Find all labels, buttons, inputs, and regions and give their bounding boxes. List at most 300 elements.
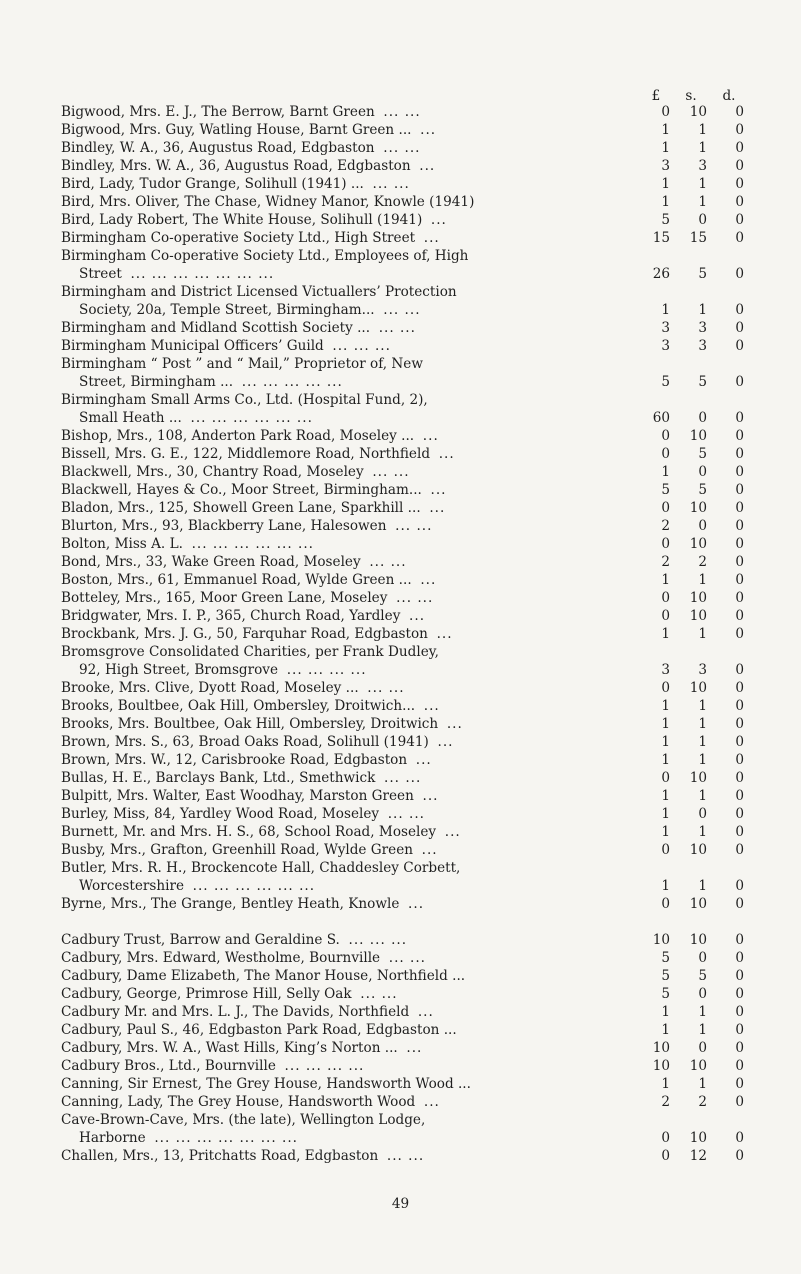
- list-item: [61, 1147, 746, 1165]
- pounds-amount: 1: [661, 1004, 670, 1020]
- pence-amount: 0: [735, 680, 744, 696]
- pence-amount: 0: [735, 500, 744, 516]
- shillings-amount: 3: [698, 158, 707, 174]
- shillings-amount: 10: [689, 536, 707, 552]
- pence-amount: 0: [735, 212, 744, 228]
- pounds-amount: 1: [661, 716, 670, 732]
- pence-amount: 0: [735, 1040, 744, 1056]
- donor-name: [61, 499, 611, 517]
- leader-dots: ... ... ... ...: [284, 1058, 365, 1074]
- pounds-amount: 0: [661, 1130, 670, 1146]
- pence-amount: 0: [735, 950, 744, 966]
- donor-name: [61, 643, 611, 661]
- pence-amount: 0: [735, 464, 744, 480]
- pence-amount: 0: [735, 176, 744, 192]
- list-item: [61, 805, 746, 823]
- donor-name: [61, 589, 611, 607]
- shillings-amount: 5: [698, 968, 707, 984]
- list-item: [61, 589, 746, 607]
- pounds-amount: 0: [661, 608, 670, 624]
- donor-name: [61, 1093, 611, 1111]
- list-item: [61, 427, 746, 445]
- donor-name: [61, 103, 611, 121]
- donor-name-text: Bulpitt, Mrs. Walter, East Woodhay, Marston Green: [61, 788, 414, 804]
- donor-name: [61, 1039, 611, 1057]
- donor-name: [61, 193, 611, 211]
- pence-amount: 0: [735, 122, 744, 138]
- donor-name: [61, 229, 611, 247]
- donor-name-text: Birmingham Co-operative Society Ltd., High Street: [61, 230, 416, 246]
- pounds-amount: 5: [661, 212, 670, 228]
- list-item: [61, 193, 746, 211]
- leader-dots: ...: [420, 572, 437, 588]
- pence-amount: 0: [735, 878, 744, 894]
- pounds-amount: 10: [652, 1058, 670, 1074]
- list-item: [61, 1039, 746, 1057]
- list-item: [61, 373, 746, 391]
- list-item: [61, 841, 746, 859]
- list-item: [61, 229, 746, 247]
- donor-name: [61, 355, 611, 373]
- list-item: [61, 661, 746, 679]
- pounds-amount: 0: [661, 896, 670, 912]
- list-item: [61, 607, 746, 625]
- donor-name: [61, 283, 611, 301]
- pence-amount: 0: [735, 230, 744, 246]
- pounds-amount: 1: [661, 878, 670, 894]
- list-item: [61, 949, 746, 967]
- donor-name: [61, 949, 611, 967]
- shillings-amount: 1: [698, 140, 707, 156]
- donor-name-text: Cadbury Bros., Ltd., Bournville: [61, 1058, 276, 1074]
- list-item: [61, 715, 746, 733]
- pounds-amount: 0: [661, 536, 670, 552]
- leader-dots: ...: [406, 1040, 423, 1056]
- donor-name-text: Byrne, Mrs., The Grange, Bentley Heath, Knowle: [61, 896, 400, 912]
- donor-name: [61, 679, 611, 697]
- donor-name-text: Bullas, H. E., Barclays Bank, Ltd., Smethwick: [61, 770, 376, 786]
- pence-amount: 0: [735, 626, 744, 642]
- list-item: [61, 499, 746, 517]
- donor-name: [61, 769, 611, 787]
- pence-amount: 0: [735, 302, 744, 318]
- leader-dots: ... ...: [378, 320, 416, 336]
- donor-name-text: Birmingham Co-operative Society Ltd., Employees of, High: [61, 248, 469, 264]
- pence-amount: 0: [735, 1022, 744, 1038]
- donor-name-text: Society, 20a, Temple Street, Birmingham...: [79, 302, 375, 318]
- leader-dots: ... ...: [369, 554, 407, 570]
- donor-name: [61, 301, 629, 319]
- list-item: [61, 319, 746, 337]
- donor-name-text: Brooks, Boultbee, Oak Hill, Ombersley, Droitwich...: [61, 698, 416, 714]
- donor-name: [61, 247, 611, 265]
- leader-dots: ...: [423, 230, 440, 246]
- shillings-amount: 3: [698, 662, 707, 678]
- pounds-amount: 5: [661, 986, 670, 1002]
- pounds-amount: 3: [661, 158, 670, 174]
- donor-list: [61, 103, 746, 1165]
- pounds-amount: 0: [661, 770, 670, 786]
- pence-amount: 0: [735, 770, 744, 786]
- list-item: [61, 391, 746, 409]
- donor-name-text: Bindley, W. A., 36, Augustus Road, Edgbaston: [61, 140, 375, 156]
- donor-name-text: Small Heath ...: [79, 410, 182, 426]
- donor-name-text: Blurton, Mrs., 93, Blackberry Lane, Halesowen: [61, 518, 387, 534]
- pounds-amount: 1: [661, 734, 670, 750]
- donor-name: [61, 175, 611, 193]
- leader-dots: ... ... ... ... ... ...: [192, 878, 316, 894]
- pounds-amount: 5: [661, 968, 670, 984]
- shillings-amount: 1: [698, 734, 707, 750]
- shillings-amount: 10: [689, 590, 707, 606]
- donor-name-text: Brown, Mrs. W., 12, Carisbrooke Road, Edgbaston: [61, 752, 408, 768]
- list-item: [61, 985, 746, 1003]
- donor-name-text: Cadbury, Paul S., 46, Edgbaston Park Road, Edgbaston ...: [61, 1022, 457, 1038]
- leader-dots: ... ... ...: [332, 338, 391, 354]
- donor-name-text: Cadbury, George, Primrose Hill, Selly Oak: [61, 986, 352, 1002]
- donor-name-text: Bissell, Mrs. G. E., 122, Middlemore Road, Northfield: [61, 446, 431, 462]
- leader-dots: ...: [415, 752, 432, 768]
- page-number: 49: [391, 1196, 410, 1212]
- pence-amount: 0: [735, 824, 744, 840]
- leader-dots: ... ...: [383, 140, 421, 156]
- donor-name: [61, 157, 611, 175]
- shillings-amount: 5: [698, 374, 707, 390]
- donor-name: [61, 427, 611, 445]
- pence-amount: 0: [735, 842, 744, 858]
- donor-name-text: Bindley, Mrs. W. A., 36, Augustus Road, Edgbaston: [61, 158, 411, 174]
- donor-name: [61, 481, 611, 499]
- donor-name: [61, 715, 611, 733]
- pounds-amount: 5: [661, 374, 670, 390]
- list-item: [61, 679, 746, 697]
- list-item: [61, 553, 746, 571]
- donor-name-text: Bromsgrove Consolidated Charities, per Frank Dudley,: [61, 644, 439, 660]
- pounds-amount: 1: [661, 194, 670, 210]
- leader-dots: ...: [438, 446, 455, 462]
- donor-name-text: Blackwell, Hayes & Co., Moor Street, Birmingham...: [61, 482, 422, 498]
- donor-name-text: Bishop, Mrs., 108, Anderton Park Road, Moseley ...: [61, 428, 415, 444]
- pounds-amount: 0: [661, 842, 670, 858]
- leader-dots: ...: [429, 500, 446, 516]
- leader-dots: ...: [437, 734, 454, 750]
- pence-amount: 0: [735, 446, 744, 462]
- shillings-amount: 5: [698, 266, 707, 282]
- list-item: [61, 625, 746, 643]
- shillings-amount: 0: [698, 986, 707, 1002]
- pence-amount: 0: [735, 320, 744, 336]
- donor-name: [61, 823, 611, 841]
- shillings-amount: 0: [698, 950, 707, 966]
- list-item: [61, 643, 746, 661]
- donor-name-text: Bond, Mrs., 33, Wake Green Road, Moseley: [61, 554, 361, 570]
- donor-name-text: Cadbury, Mrs. W. A., Wast Hills, King’s Norton ...: [61, 1040, 398, 1056]
- leader-dots: ... ...: [360, 986, 398, 1002]
- leader-dots: ... ...: [395, 518, 433, 534]
- donor-name: [61, 121, 611, 139]
- leader-dots: ...: [423, 1094, 440, 1110]
- pence-amount: 0: [735, 1058, 744, 1074]
- shillings-amount: 12: [689, 1148, 707, 1164]
- pence-amount: 0: [735, 374, 744, 390]
- pounds-header: £: [651, 88, 661, 104]
- donor-name-text: Burley, Miss, 84, Yardley Wood Road, Moseley: [61, 806, 380, 822]
- shillings-amount: 10: [689, 608, 707, 624]
- leader-dots: ... ...: [372, 464, 410, 480]
- pence-amount: 0: [735, 698, 744, 714]
- shillings-amount: 1: [698, 122, 707, 138]
- donor-name: [61, 805, 611, 823]
- pounds-amount: 1: [661, 572, 670, 588]
- shillings-header: s.: [685, 88, 697, 104]
- pounds-amount: 3: [661, 338, 670, 354]
- shillings-amount: 1: [698, 1076, 707, 1092]
- pounds-amount: 1: [661, 806, 670, 822]
- leader-dots: ...: [417, 1004, 434, 1020]
- pounds-amount: 0: [661, 590, 670, 606]
- donor-name-text: Street: [79, 266, 122, 282]
- donor-name: [61, 337, 611, 355]
- list-item: [61, 769, 746, 787]
- donor-name-text: Bird, Lady, Tudor Grange, Solihull (1941) ...: [61, 176, 364, 192]
- shillings-amount: 0: [698, 410, 707, 426]
- shillings-amount: 5: [698, 482, 707, 498]
- pounds-amount: 10: [652, 1040, 670, 1056]
- donor-name-text: Brockbank, Mrs. J. G., 50, Farquhar Road, Edgbaston: [61, 626, 428, 642]
- pounds-amount: 1: [661, 122, 670, 138]
- pounds-amount: 0: [661, 446, 670, 462]
- pence-amount: 0: [735, 1130, 744, 1146]
- list-item: [61, 571, 746, 589]
- leader-dots: ...: [409, 608, 426, 624]
- shillings-amount: 0: [698, 806, 707, 822]
- leader-dots: ...: [421, 842, 438, 858]
- donor-name-text: Butler, Mrs. R. H., Brockencote Hall, Chaddesley Corbett,: [61, 860, 461, 876]
- pence-amount: 0: [735, 932, 744, 948]
- pounds-amount: 1: [661, 698, 670, 714]
- shillings-amount: 1: [698, 194, 707, 210]
- shillings-amount: 15: [689, 230, 707, 246]
- donor-name-text: Birmingham and District Licensed Victuallers’ Protection: [61, 284, 457, 300]
- list-item: [61, 1093, 746, 1111]
- donor-name-text: Bigwood, Mrs. Guy, Watling House, Barnt Green ...: [61, 122, 412, 138]
- donor-name: [61, 751, 611, 769]
- shillings-amount: 10: [689, 1130, 707, 1146]
- shillings-amount: 10: [689, 428, 707, 444]
- pounds-amount: 0: [661, 680, 670, 696]
- list-item: [61, 535, 746, 553]
- pounds-amount: 5: [661, 482, 670, 498]
- donor-name-text: Harborne: [79, 1130, 146, 1146]
- donor-name: [61, 733, 611, 751]
- leader-dots: ...: [444, 824, 461, 840]
- pence-amount: 0: [735, 788, 744, 804]
- leader-dots: ... ... ... ...: [286, 662, 367, 678]
- pounds-amount: 5: [661, 950, 670, 966]
- leader-dots: ...: [423, 698, 440, 714]
- donor-name-text: Birmingham “ Post ” and “ Mail,” Proprietor of, New: [61, 356, 423, 372]
- donor-name: [61, 841, 611, 859]
- list-item: [61, 1021, 746, 1039]
- donor-name: [61, 1021, 611, 1039]
- pence-amount: 0: [735, 590, 744, 606]
- pence-amount: 0: [735, 536, 744, 552]
- pounds-amount: 1: [661, 176, 670, 192]
- donor-name: [61, 607, 611, 625]
- pence-amount: 0: [735, 194, 744, 210]
- donor-name-text: Birmingham Municipal Officers’ Guild: [61, 338, 324, 354]
- list-item: [61, 445, 746, 463]
- shillings-amount: 1: [698, 878, 707, 894]
- pence-amount: 0: [735, 752, 744, 768]
- leader-dots: ...: [422, 428, 439, 444]
- donor-name: [61, 1057, 611, 1075]
- pounds-amount: 0: [661, 428, 670, 444]
- leader-dots: ... ...: [396, 590, 434, 606]
- leader-dots: ... ... ... ... ... ... ...: [154, 1130, 298, 1146]
- list-item: [61, 751, 746, 769]
- shillings-amount: 1: [698, 1022, 707, 1038]
- list-item: [61, 877, 746, 895]
- donor-name-text: Challen, Mrs., 13, Pritchatts Road, Edgbaston: [61, 1148, 379, 1164]
- list-item: [61, 139, 746, 157]
- donor-name: [61, 697, 611, 715]
- shillings-amount: 3: [698, 320, 707, 336]
- pounds-amount: 1: [661, 302, 670, 318]
- list-item: [61, 787, 746, 805]
- pounds-amount: 1: [661, 626, 670, 642]
- donor-name-text: Busby, Mrs., Grafton, Greenhill Road, Wylde Green: [61, 842, 413, 858]
- leader-dots: ... ... ... ... ...: [241, 374, 343, 390]
- donor-name-text: Birmingham and Midland Scottish Society ...: [61, 320, 371, 336]
- list-item: [61, 355, 746, 373]
- pence-amount: 0: [735, 608, 744, 624]
- donor-name: [61, 1003, 611, 1021]
- pounds-amount: 10: [652, 932, 670, 948]
- donor-name: [61, 463, 611, 481]
- list-item: [61, 895, 746, 913]
- pence-amount: 0: [735, 1148, 744, 1164]
- donor-name-text: Botteley, Mrs., 165, Moor Green Lane, Moseley: [61, 590, 388, 606]
- list-item: [61, 1057, 746, 1075]
- list-item: [61, 1003, 746, 1021]
- leader-dots: ... ...: [383, 104, 421, 120]
- pounds-amount: 26: [652, 266, 670, 282]
- leader-dots: ... ... ... ... ... ...: [190, 410, 313, 426]
- donor-name: [61, 877, 629, 895]
- shillings-amount: 10: [689, 500, 707, 516]
- donor-name-text: Cadbury, Dame Elizabeth, The Manor House, Northfield ...: [61, 968, 466, 984]
- leader-dots: ... ...: [388, 950, 426, 966]
- leader-dots: ... ... ...: [348, 932, 408, 948]
- list-item: [61, 409, 746, 427]
- shillings-amount: 1: [698, 698, 707, 714]
- pounds-amount: 0: [661, 500, 670, 516]
- list-item: [61, 733, 746, 751]
- donor-name-text: Brown, Mrs. S., 63, Broad Oaks Road, Solihull (1941): [61, 734, 429, 750]
- pounds-amount: 3: [661, 320, 670, 336]
- donor-name-text: Bladon, Mrs., 125, Showell Green Lane, Sparkhill ...: [61, 500, 421, 516]
- leader-dots: ... ...: [386, 1148, 425, 1164]
- donor-name: [61, 931, 611, 949]
- donor-name: [61, 553, 611, 571]
- list-item: [61, 337, 746, 355]
- leader-dots: ...: [422, 788, 439, 804]
- donor-name-text: Bird, Mrs. Oliver, The Chase, Widney Manor, Knowle (1941): [61, 194, 475, 210]
- donor-name: [61, 1129, 629, 1147]
- pence-amount: 0: [735, 662, 744, 678]
- pence-amount: 0: [735, 986, 744, 1002]
- list-item: [61, 175, 746, 193]
- pounds-amount: 2: [661, 554, 670, 570]
- pounds-amount: 0: [661, 1148, 670, 1164]
- shillings-amount: 0: [698, 464, 707, 480]
- shillings-amount: 10: [689, 1058, 707, 1074]
- pence-amount: 0: [735, 572, 744, 588]
- pence-amount: 0: [735, 554, 744, 570]
- shillings-amount: 1: [698, 572, 707, 588]
- donor-name: [61, 517, 611, 535]
- list-item: [61, 1129, 746, 1147]
- shillings-amount: 10: [689, 896, 707, 912]
- donor-name-text: Burnett, Mr. and Mrs. H. S., 68, School Road, Moseley: [61, 824, 437, 840]
- donor-name-text: Street, Birmingham ...: [79, 374, 234, 390]
- shillings-amount: 0: [698, 212, 707, 228]
- donor-name: [61, 1075, 611, 1093]
- donor-name: [61, 409, 629, 427]
- donor-name: [61, 1147, 611, 1165]
- donor-name: [61, 967, 611, 985]
- pence-amount: 0: [735, 716, 744, 732]
- leader-dots: ...: [436, 626, 453, 642]
- donor-name-text: Bigwood, Mrs. E. J., The Berrow, Barnt Green: [61, 104, 375, 120]
- list-item: [61, 157, 746, 175]
- pounds-amount: 1: [661, 752, 670, 768]
- donor-name-text: Canning, Lady, The Grey House, Handsworth Wood: [61, 1094, 416, 1110]
- leader-dots: ... ...: [384, 770, 422, 786]
- donor-name: [61, 319, 611, 337]
- pounds-amount: 2: [661, 1094, 670, 1110]
- pence-amount: 0: [735, 896, 744, 912]
- pounds-amount: 1: [661, 464, 670, 480]
- donor-name-text: Bolton, Miss A. L.: [61, 536, 183, 552]
- donor-name: [61, 373, 629, 391]
- pence-amount: 0: [735, 806, 744, 822]
- list-item: [61, 103, 746, 121]
- donor-name: [61, 895, 611, 913]
- donor-name-text: Birmingham Small Arms Co., Ltd. (Hospital Fund, 2),: [61, 392, 428, 408]
- pounds-amount: 1: [661, 1076, 670, 1092]
- leader-dots: ...: [408, 896, 425, 912]
- list-item: [61, 247, 746, 265]
- shillings-amount: 1: [698, 1004, 707, 1020]
- pounds-amount: 1: [661, 788, 670, 804]
- pounds-amount: 1: [661, 824, 670, 840]
- pence-amount: 0: [735, 338, 744, 354]
- pounds-amount: 15: [652, 230, 670, 246]
- list-item: [61, 931, 746, 949]
- shillings-amount: 10: [689, 104, 707, 120]
- shillings-amount: 10: [689, 842, 707, 858]
- list-item: [61, 121, 746, 139]
- pence-amount: 0: [735, 482, 744, 498]
- donor-name: [61, 139, 611, 157]
- donor-name-text: Cadbury, Mrs. Edward, Westholme, Bournville: [61, 950, 381, 966]
- list-item: [61, 517, 746, 535]
- leader-dots: ... ... ... ... ... ... ...: [130, 266, 275, 282]
- pounds-amount: 1: [661, 140, 670, 156]
- donor-name: [61, 859, 611, 877]
